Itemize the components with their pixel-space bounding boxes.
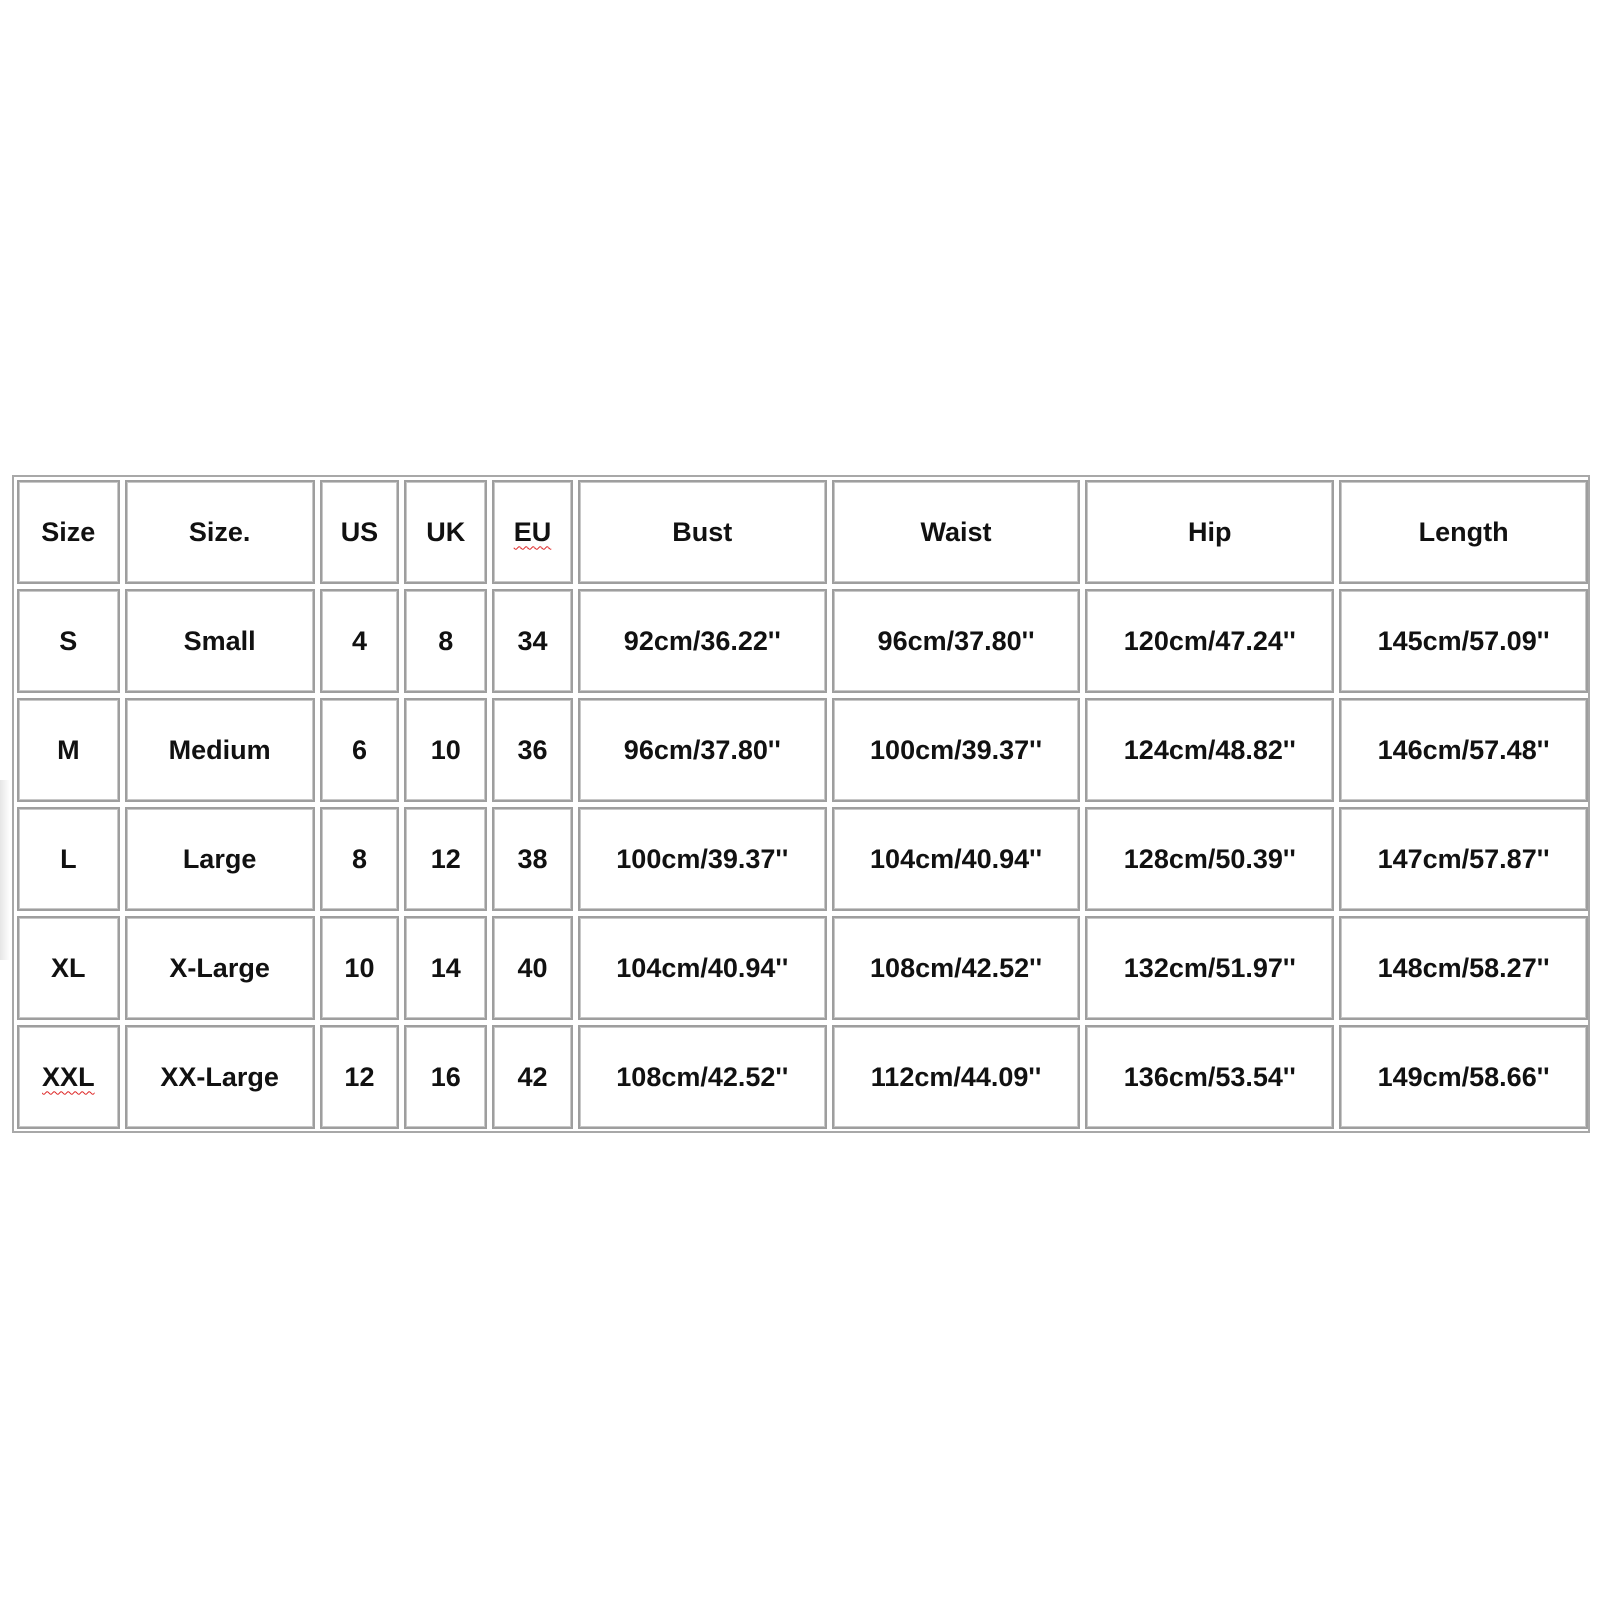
cell-bust: 104cm/40.94'': [578, 916, 827, 1020]
cell-us: 6: [320, 698, 400, 802]
cell-hip: 124cm/48.82'': [1085, 698, 1334, 802]
cell-length: 149cm/58.66'': [1339, 1025, 1588, 1129]
cell-us: 12: [320, 1025, 400, 1129]
header-size: Size: [17, 480, 120, 584]
cell-length: 147cm/57.87'': [1339, 807, 1588, 911]
cell-bust: 108cm/42.52'': [578, 1025, 827, 1129]
cell-length: 148cm/58.27'': [1339, 916, 1588, 1020]
cell-size-name: XX-Large: [125, 1025, 315, 1129]
cell-waist: 100cm/39.37'': [832, 698, 1081, 802]
cell-uk: 16: [404, 1025, 487, 1129]
cell-size: XL: [17, 916, 120, 1020]
table-row: [17, 589, 1588, 693]
table-row: [17, 916, 1588, 1020]
header-length: Length: [1339, 480, 1588, 584]
cell-waist: 104cm/40.94'': [832, 807, 1081, 911]
cell-bust: 96cm/37.80'': [578, 698, 827, 802]
header-size-name: Size.: [125, 480, 315, 584]
table-row: [17, 1025, 1588, 1129]
cell-us: 4: [320, 589, 400, 693]
cell-size-name: Small: [125, 589, 315, 693]
header-waist: Waist: [832, 480, 1081, 584]
cell-size: XXL: [17, 1025, 120, 1129]
cell-hip: 132cm/51.97'': [1085, 916, 1334, 1020]
header-bust: Bust: [578, 480, 827, 584]
cell-uk: 8: [404, 589, 487, 693]
cell-waist: 112cm/44.09'': [832, 1025, 1081, 1129]
cell-hip: 128cm/50.39'': [1085, 807, 1334, 911]
header-row: [17, 480, 1588, 584]
cell-eu: 40: [492, 916, 573, 1020]
cell-length: 145cm/57.09'': [1339, 589, 1588, 693]
cell-size-name: X-Large: [125, 916, 315, 1020]
cell-us: 10: [320, 916, 400, 1020]
cell-eu: 38: [492, 807, 573, 911]
header-hip: Hip: [1085, 480, 1334, 584]
cell-length: 146cm/57.48'': [1339, 698, 1588, 802]
cell-bust: 100cm/39.37'': [578, 807, 827, 911]
cell-eu: 42: [492, 1025, 573, 1129]
size-chart-table-frame: [12, 475, 1590, 1133]
cell-size: L: [17, 807, 120, 911]
cell-uk: 10: [404, 698, 487, 802]
page-edge-shadow: [0, 780, 10, 960]
cell-bust: 92cm/36.22'': [578, 589, 827, 693]
header-uk: UK: [404, 480, 487, 584]
cell-size-name: Large: [125, 807, 315, 911]
cell-hip: 120cm/47.24'': [1085, 589, 1334, 693]
cell-uk: 12: [404, 807, 487, 911]
cell-eu: 34: [492, 589, 573, 693]
cell-size: S: [17, 589, 120, 693]
header-eu: EU: [492, 480, 573, 584]
size-chart-table: [12, 475, 1593, 1134]
cell-hip: 136cm/53.54'': [1085, 1025, 1334, 1129]
table-row: [17, 807, 1588, 911]
cell-uk: 14: [404, 916, 487, 1020]
cell-size-name: Medium: [125, 698, 315, 802]
cell-eu: 36: [492, 698, 573, 802]
cell-waist: 108cm/42.52'': [832, 916, 1081, 1020]
header-us: US: [320, 480, 400, 584]
cell-size: M: [17, 698, 120, 802]
table-row: [17, 698, 1588, 802]
cell-waist: 96cm/37.80'': [832, 589, 1081, 693]
cell-us: 8: [320, 807, 400, 911]
